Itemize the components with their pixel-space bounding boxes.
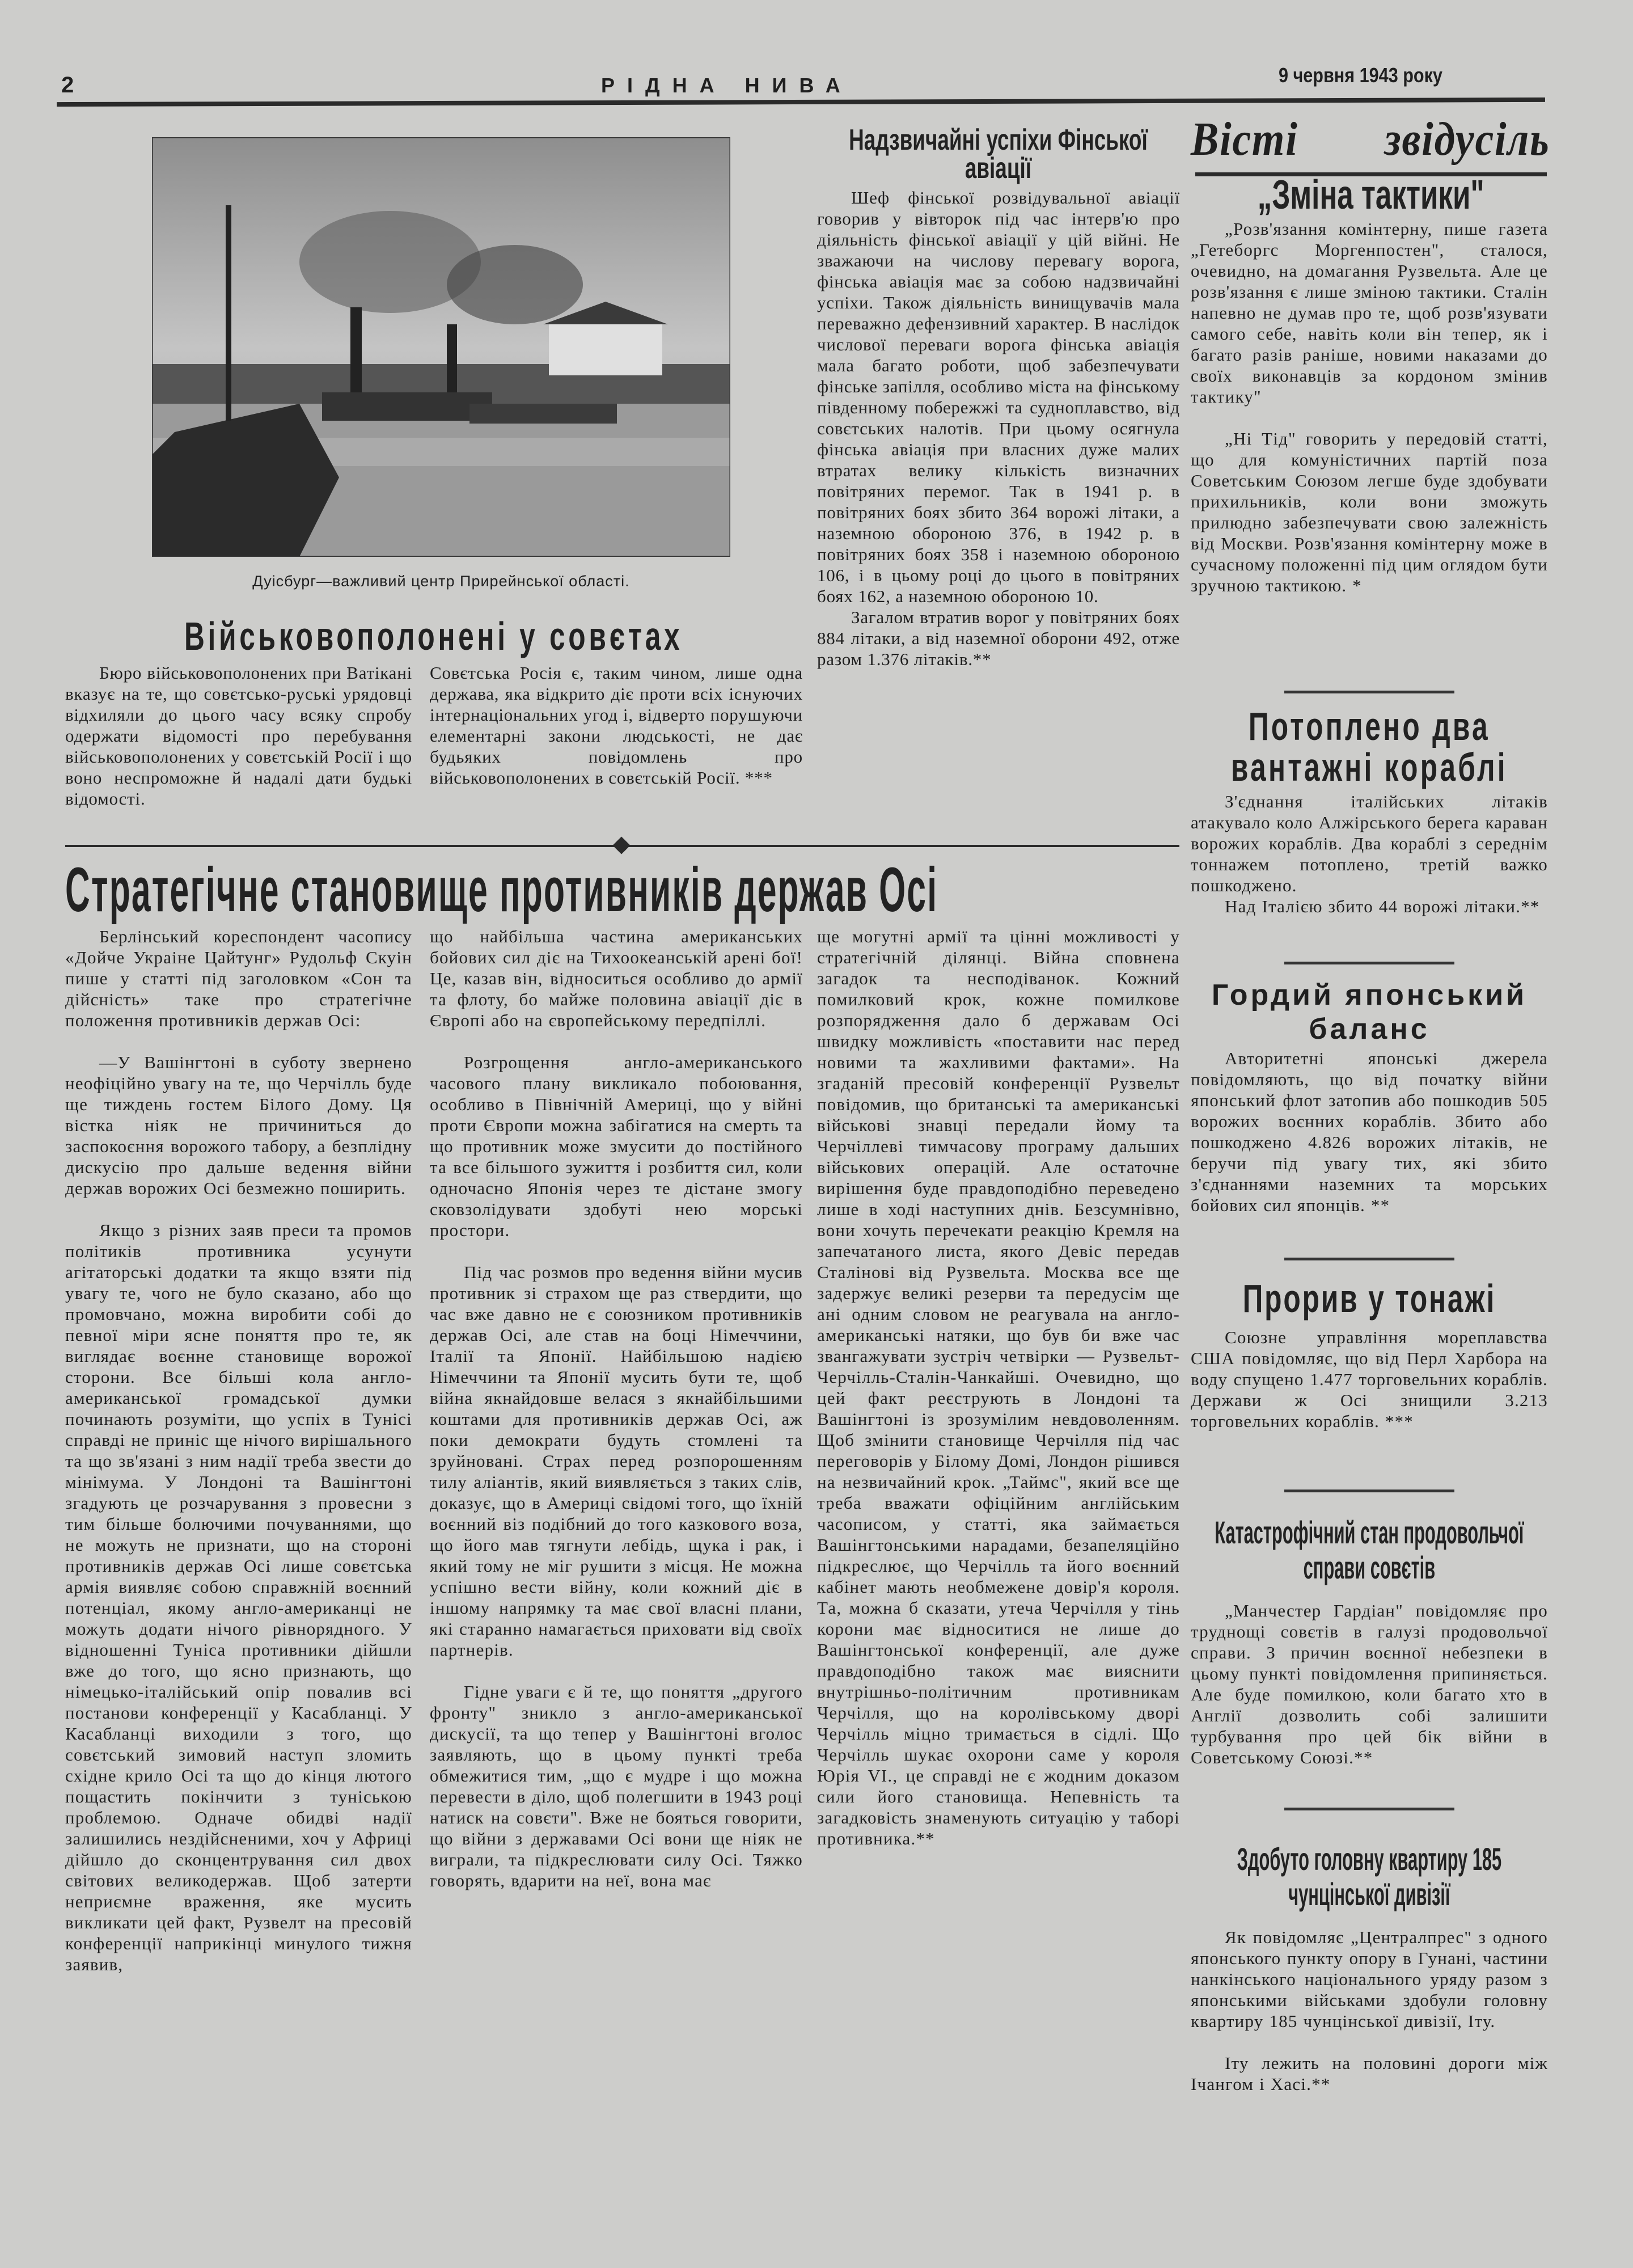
paragraph: „Манчестер Гардіан" повідомляє про труднощі совєтів в галузі продовольчої справи. З причин воєнної небезпеки в цьому пункті повідомлення припиняється. Але буде помилкою, коли багато хто в Англії дозволить собі залишити турбування про цей бік війни в Советському Союзі.** <box>1191 1601 1548 1767</box>
paragraph: Союзне управління мореплавства США повідомляє, що від Перл Харбора на воду спущено 1.477 торговельних кораблів. Держави ж Осі знищили 3.213 торговельних кораблів. *** <box>1191 1327 1548 1431</box>
divider <box>1284 1808 1454 1810</box>
divider <box>1284 1490 1454 1492</box>
news-item-body <box>1191 1048 1548 1216</box>
paragraph: Під час розмов про ведення війни мусив противник зі страхом ще раз ствердити, що час вже давно не є союзником противників держав Осі, але став на боці Німеччини, Італії та Японії. Найбільшою надією Німеччини та Японії мусить бути те, щоб війна якнайдовше велася з якнайбільшими коштами для противників держав Осі, аж поки демократи будуть стомлені та зруйновані. Страх перед розпорошенням тилу аліантів, який виявляється з таких слів, доказує, що в Америці свідомі того, що їхній воєнний віз подібний до того казкового воза, що його мав тягнути лебідь, щука і рак, і який тому не міг рушити з місця. Не можна успішно вести війну, коли кожний діє в іншому напрямку та має свої власні плани, які старанно намагається приховати від своїх партнерів. <box>430 1262 803 1660</box>
paragraph: Над Італією збито 44 ворожі літаки.** <box>1225 896 1540 916</box>
paragraph: ще могутні армії та цінні можливості у стратегічній ділянці. Війна сповнена загадок та несподіванок. Кожний помилковий крок, кожне помилкове розпорядження дало б державам Осі швидку можливість «поставити нас перед новими та жахливими фактами». На згаданій пресовій конференції Рузвельт повідомив, що британські та американські військові знавці передали йому та Черчіллеві тимчасову програму дальших військових операцій. Але остаточне вирішення буде правдоподібно переведено лише в ході наступних днів. Безсумнівно, вони хочуть перечекати реакцію Кремля на запечатаного листа, якого Девіс передав Сталінові від Рузвельта. Москва все ще задержує великі резерви та передусім ще ані одним словом не реагувала на англо-американські натяки, що був би вже час звангажувати зустріч четвірки — Рузвельт-Черчілль-Сталін-Чанкайші. Очевидно, що цей факт реєструють в Лондоні та Вашінгтоні із зрозумілим невдоволенням. Щоб змінити становище Черчілля під час переговорів у Білому Домі, Лондон рішився на незвичайний крок. „Таймс", який все ще треба вважати офіційним англійським часописом, у статті, яка займається Вашінгтонськими нарадами, безапеляційно підкреслює, що Черчілль та його воєнний кабінет мають необмежене довір'я короля. Та, можна б сказати, утеча Черчілля у тінь корони має відноситися не лише до Вашінгтонської конференції, але дуже правдоподібно також має вияснити внутрішньо-політичним противникам Черчілля, що на королівському дворі Черчілль міцно тримається в сідлі. Що Черчілль шукає охорони саме у короля Юрія VI., це справді не є жодним доказом сили його становища. Непевність та загадковість знаменують ситуацію у таборі противника.** <box>817 926 1180 1848</box>
news-item-title: Катастрофічний стан продовольчої справи совєтів <box>1215 1514 1524 1585</box>
pow-article-title: Військовополонені у совєтах <box>184 614 683 658</box>
news-item-body <box>1191 218 1548 596</box>
paragraph: Бюро військовополонених при Ватікані вказує на те, що совєтсько-руські урядовці відхиляли до цього часу всяку спробу одержати відомості про перебування військовополонених у совєтській Росії і що воно неспроможне й надалі дати будькі відомості. <box>65 663 412 809</box>
paragraph: Берлінський кореспондент часопису «Дойче Украіне Цайтунг» Рудольф Скуін пише у статті під заголовком «Сон та дійсність» таке про стратегічне положення противників держав Осі: <box>65 926 412 1030</box>
page-number: 2 <box>61 73 74 98</box>
news-item-title: Прорив у тонажі <box>1242 1276 1496 1321</box>
news-item-body <box>1191 1327 1548 1432</box>
news-item-body <box>1191 1600 1548 1768</box>
news-item-body <box>1191 1927 1548 2094</box>
issue-date: 9 червня 1943 року <box>1279 64 1442 87</box>
paragraph: Розгрощення англо-американського часового плану викликало побоювання, особливо в Північній Америці, що у війні проти Європи можна забігатися на смерть та що противник може змусити до постійного та все більшого зужиття і розбиття сил, коли одночасно Японія через те дістане змогу сковзолідувати здобуті нею морські простори. <box>430 1052 803 1240</box>
harbor-photo-image <box>152 137 730 557</box>
paragraph: що найбільша частина американських бойових сил діє на Тихоокеанській арені бої! Це, казав він, відноситься особливо до армії та флоту, бо майже половина авіації діє в Європі або на європейському передпіллі. <box>430 926 803 1030</box>
harbor-photo <box>152 137 730 557</box>
paragraph: „Розв'язання комінтерну, пише газета „Гетеборгс Моргенпостен", сталося, очевидно, на домагання Рузвельта. Але це розв'язання є лише зміною тактики. Сталін напевно не думав про те, щоб розв'язувати самого себе, навіть коли він тепер, як і багато разів раніше, новими наказами до своїх виконавців за кордоном змінив тактику" <box>1191 219 1548 407</box>
main-article-col3 <box>817 926 1180 1849</box>
paragraph: „Ні Тід" говорить у передовій статті, що для комуністичних партій поза Советським Союзом легше буде здобувати прихильників, коли вони зможуть прилюдно забезпечувати свою залежність від Москви. Розв'язання комінтерну може в сучасному положенні під цим оглядом бути зручною тактикою. * <box>1191 429 1548 595</box>
header-rule <box>57 98 1545 107</box>
paragraph: Якщо з різних заяв преси та промов політиків противника усунути агітаторські додатки та якщо взяти під увагу те, чого не було сказано, або що промовчано, можна виробити собі до певної міри ясне поняття про те, як виглядає воєнне становище ворожої сторони. Все більші кола англо-американської громадської думки починають розуміти, що успіх в Тунісі справді не приніс ще нічого вирішального та що зв'язані з ним надії треба звести до мінімума. У Лондоні та Вашінгтоні згадують це розчарування з провесни з тим більше болючими почуваннями, що не можуть не признати, що на стороні противників держав Осі лише совєтська армія виявляє собою справжній воєнний потенціал, якому англо-американці не можуть додати нічого рівнорядного. У відношенні Туніса противники дійшли вже до того, що ясно признають, що німецько-італійський опір повалив всі постанови конференції у Касабланці. У Касабланці виходили з того, що совєтський зимовий наступ зломить східне крило Осі та що до кінця лютого пощастить покінчити з туніською проблемою. Одначе обидві надії залишились нездійсненими, хоч у Африці дійшло до сконцентрування сил двох світових великодержав. Щоб затерти неприємне враження, яке мусить викликати цей факт, Рузвелт на пресовій конференції наприкінці минулого тижня заявив, <box>65 1220 412 1974</box>
photo-caption: Дуісбург—важливий центр Прирейнської області. <box>252 573 630 590</box>
paragraph: Як повідомляє „Централпрес" з одного японського пункту опору в Гунані, частини нанкінського національного уряду разом з японськими військами здобули головну квартиру 185 чунцінської дивізії, Іту. <box>1191 1927 1548 2031</box>
pow-article-col2 <box>430 662 803 788</box>
paragraph: Гідне уваги є й те, що поняття „другого фронту" зникло з англо-американської дискусії, та що тепер у Вашінгтоні вголос заявляють, що в цьому пункті треба обмежитися тим, „що є мудре і що можна перевести в діло, щоб полегшити в 1943 році натиск на совєти". Вже не бояться говорити, що війни з державами Осі вони ще ніяк не виграли, та підкреслювати силу Осі. Тяжко говорять, вдарити на неї, вона має <box>430 1682 803 1890</box>
paragraph: —У Вашінгтоні в суботу звернено неофіційно увагу на те, що Черчілль буде ще тиждень гостем Білого Дому. Ця вістка ніяк не причиниться до заспокоєння ворожого табору, а безплідну дискусію про дальше ведення війни держав ворожих Осі безмежно поширить. <box>65 1052 412 1198</box>
paragraph: З'єднання італійських літаків атакувало коло Алжірського берега караван ворожих кораблів. Два кораблі з середнім тоннажем потоплено, третій важко пошкоджено. <box>1191 792 1548 895</box>
newspaper-title: РІДНА НИВА <box>601 74 853 97</box>
divider <box>1284 962 1454 964</box>
ornament-icon <box>612 836 630 854</box>
news-item-title: Гордий японський баланс <box>1211 979 1528 1046</box>
news-column-title: Вісті звідусіль <box>1191 113 1550 166</box>
news-item-title: Здобуто головну квартиру 185 чунцінської дивізії <box>1237 1841 1502 1912</box>
news-item-body <box>1191 791 1548 917</box>
finnish-article-title: Надзвичайні успіхи Фінської авіації <box>849 124 1148 185</box>
divider <box>1284 691 1454 693</box>
main-article-col2 <box>430 926 803 1891</box>
divider <box>1284 1258 1454 1260</box>
paragraph: Загалом втратив ворог у повітряних боях 884 літаки, а від наземної оборони 492, отже разом 1.376 літаків.** <box>817 607 1180 669</box>
news-item-title: „Зміна тактики" <box>1257 172 1484 218</box>
news-item-title: Потоплено два вантажні кораблі <box>1230 704 1508 789</box>
paragraph: Шеф фінської розвідувальної авіації говорив у вівторок під час інтерв'ю про діяльність фінської авіації у цій війні. Не зважаючи на числову перевагу ворога, фінська авіація має за собою надзвичайні успіхи. Також діяльність винищувачів мала переважно дефензивний характер. В наслідок числової переваги ворога фінська авіація мала багато роботи, щоб забезпечувати фінське запілля, особливо міста на фінському південному побережжі та судноплавство, від совєтських налотів. При цьому осягнула фінська авіація при власних дуже малих втратах велику кількість визначних повітряних перемог. Так в 1941 р. в повітряних боях збито 364 ворожі літаки, а наземною обороною 376, в 1942 р. в повітряних боях 358 і наземною обороною 106, і в цьому році до цього в повітряних боях 162, а наземною обороною 10. <box>817 188 1180 606</box>
main-article-title: Стратегічне становище противників держав Осі <box>65 855 938 925</box>
paragraph: Іту лежить на половині дороги між Ічангом і Хасі.** <box>1191 2053 1548 2094</box>
main-article-col1 <box>65 926 412 1975</box>
paragraph: Совєтська Росія є, таким чином, лише одна держава, яка відкрито діє проти всіх існуючих інтернаціональних угод і, відверто порушуючи елементарні закони людськості, не дає будьяких повідомлень про військовополонених в совєтській Росії. *** <box>430 663 803 788</box>
pow-article-col1 <box>65 662 412 809</box>
finnish-article-body <box>817 187 1180 670</box>
paragraph: Авторитетні японські джерела повідомляють, що від початку війни японський флот затопив або пошкодив 505 ворожих воєнних кораблів. Збито або пошкоджено 4.826 ворожих літаків, не беручи під увагу тих, які збито з'єднаннями наземних та морських бойових сил японців. ** <box>1191 1048 1548 1215</box>
